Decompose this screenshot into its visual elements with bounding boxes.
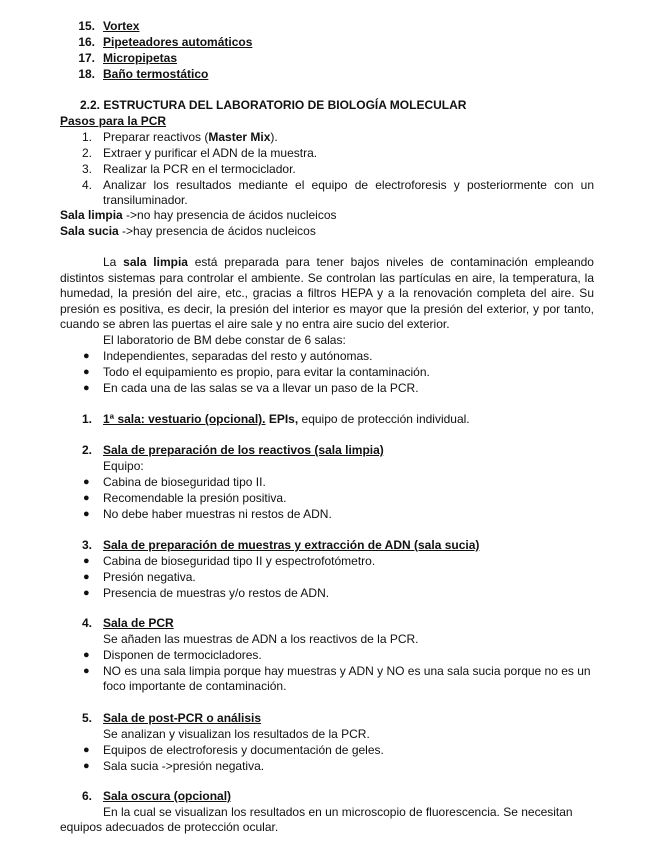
- pasos-title: Pasos para la PCR: [60, 114, 167, 128]
- bullet-icon: ●: [83, 350, 90, 362]
- intro-6-salas: El laboratorio de BM debe constar de 6 salas:: [103, 333, 346, 347]
- bullet-icon: ●: [83, 508, 90, 520]
- list-item-continuation: foco importante de contaminación.: [103, 679, 287, 693]
- sala-4-sub: Se añaden las muestras de ADN a los reactivos de la PCR.: [103, 632, 419, 646]
- sala-limpia-line: Sala limpia ->no hay presencia de ácidos nucleicos: [60, 208, 337, 222]
- bullet-icon: ●: [83, 555, 90, 567]
- bullet-icon: ●: [83, 649, 90, 661]
- section-heading: 2.2. ESTRUCTURA DEL LABORATORIO DE BIOLOGÍA MOLECULAR: [80, 98, 467, 112]
- list-item-continuation: transiluminador.: [103, 193, 188, 207]
- bullet-icon: ●: [83, 366, 90, 378]
- bullet-icon: ●: [83, 760, 90, 772]
- sala-sucia-line: Sala sucia ->hay presencia de ácidos nucleicos: [60, 224, 316, 238]
- sala-6-text: En la cual se visualizan los resultados en un microscopio de fluorescencia. Se necesitan: [103, 805, 573, 819]
- bullet-icon: ●: [83, 571, 90, 583]
- sala-limpia-paragraph: La sala limpia está preparada para tener bajos niveles de contaminación empleando distintos sistemas para controlar el ambiente. Se controlan las partículas en aire, la temperatura, la humedad, la presión del aire, etc., gracias a filtros HEPA y a la renovación completa del aire. Su presión es positiva, es decir, la presión del interior es mayor que la presión del exterior, y por tanto, cuando se abren las puertas el aire sale y no entra aire sucio del exterior.: [60, 255, 594, 331]
- bullet-icon: ●: [83, 744, 90, 756]
- bullet-icon: ●: [83, 587, 90, 599]
- sala-2-sub: Equipo:: [103, 459, 144, 473]
- bullet-icon: ●: [83, 665, 90, 677]
- sala-5-sub: Se analizan y visualizan los resultados de la PCR.: [103, 727, 370, 741]
- bullet-icon: ●: [83, 476, 90, 488]
- bullet-icon: ●: [83, 492, 90, 504]
- bullet-icon: ●: [83, 382, 90, 394]
- sala-6-text-continuation: equipos adecuados de protección ocular.: [60, 820, 279, 834]
